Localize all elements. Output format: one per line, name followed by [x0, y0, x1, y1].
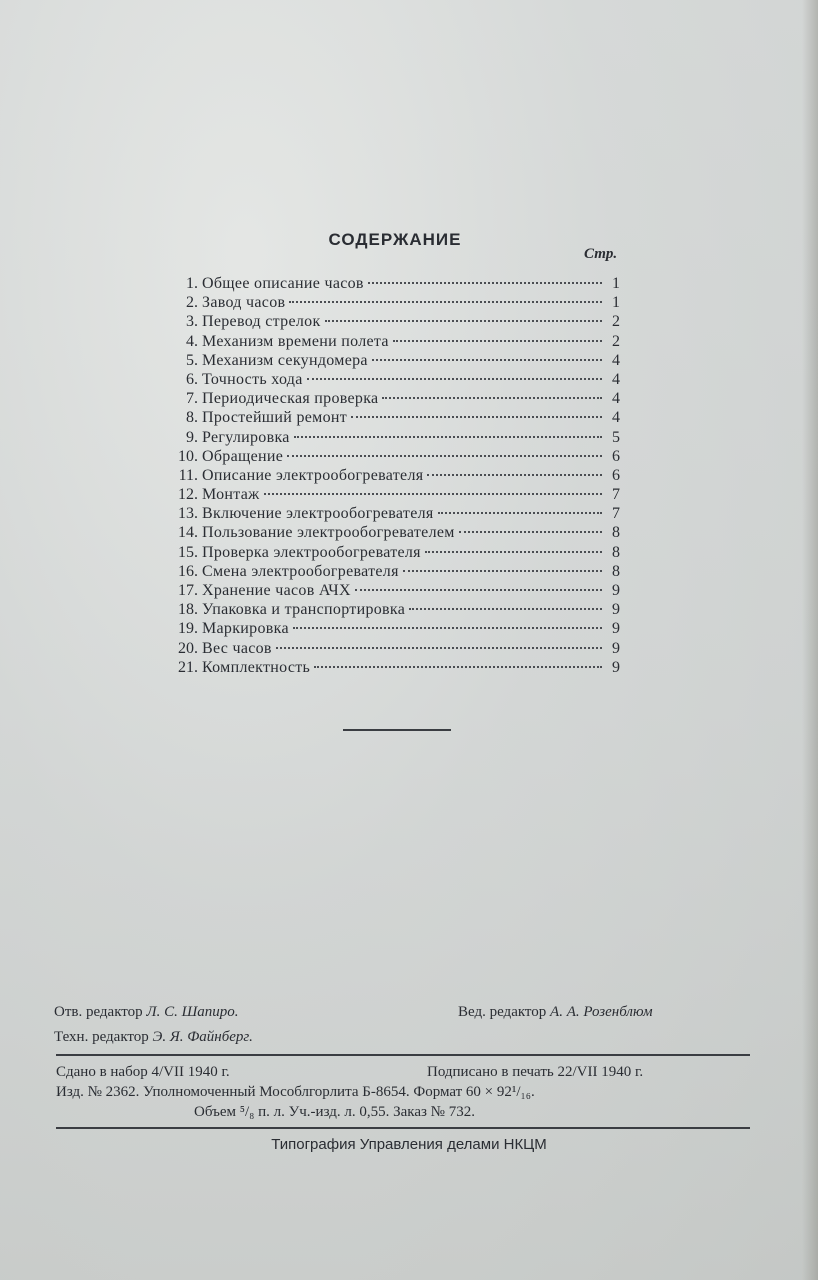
toc-entry-number: 5. [186, 351, 198, 369]
toc-entry-number: 2. [186, 294, 198, 312]
toc-entry-page: 6 [612, 466, 620, 484]
toc-entry-page: 7 [612, 486, 620, 504]
toc-entry-label: Монтаж [202, 486, 260, 504]
toc-entry-number: 9. [186, 428, 198, 446]
toc-entry-label: Периодическая проверка [202, 390, 379, 408]
toc-entry [160, 619, 620, 638]
toc-entry-number: 1. [186, 275, 198, 292]
toc-entry [160, 408, 620, 427]
toc-entry-number: 8. [186, 409, 198, 427]
toc-entry-page: 6 [612, 447, 620, 465]
toc-entry-label: Пользование электрообогревателем [202, 524, 455, 542]
resp-editor-line [54, 1004, 238, 1021]
toc-entry [160, 466, 620, 485]
toc-entry-page: 4 [612, 390, 620, 408]
toc-entry [160, 428, 620, 447]
toc-leader-dots [382, 396, 602, 399]
toc-entry [160, 639, 620, 658]
toc-entry-label: Включение электрообогревателя [202, 505, 434, 523]
toc-entry-page: 8 [612, 524, 620, 542]
toc-entry-label: Механизм времени полета [202, 332, 389, 350]
toc-leader-dots [294, 435, 602, 438]
toc-entry-label: Обращение [202, 447, 284, 465]
toc-entry [160, 485, 620, 504]
lead-editor-label: Вед. редактор [458, 1004, 547, 1020]
toc-entry-number: 11. [178, 466, 198, 484]
toc-entry-page: 4 [612, 370, 620, 388]
toc-entry-page: 1 [612, 275, 620, 292]
toc-entry [160, 293, 620, 312]
toc-entry-number: 14. [178, 524, 198, 542]
toc-entry-number: 3. [186, 313, 198, 331]
toc-entry-number: 10. [178, 447, 198, 465]
toc-entry-page: 9 [612, 639, 620, 657]
toc-entry [160, 351, 620, 370]
rule-top [56, 1054, 750, 1056]
tech-editor-name: Э. Я. Файнберг. [152, 1029, 253, 1045]
toc-entry-label: Маркировка [202, 620, 289, 638]
toc-entry-label: Хранение часов АЧХ [202, 582, 351, 599]
toc-entry-page: 9 [612, 620, 620, 638]
toc-entry-page: 4 [612, 351, 620, 369]
toc-entry [160, 543, 620, 562]
toc-entry [160, 523, 620, 542]
toc-leader-dots [425, 550, 602, 553]
printer-line: Типография Управления делами НКЦМ [271, 1136, 547, 1153]
toc-entry [160, 600, 620, 619]
toc-entry-label: Проверка электрообогревателя [202, 543, 421, 561]
toc-entry-number: 6. [186, 370, 198, 388]
toc-entry-number: 13. [178, 505, 198, 523]
toc-entry-label: Точность хода [202, 370, 303, 388]
volume-line: Объем ⁵/₈ п. л. Уч.-изд. л. 0,55. Заказ № 732. [194, 1104, 475, 1120]
submitted-date: Сдано в набор 4/VII 1940 г. [56, 1064, 230, 1080]
tech-editor-label: Техн. редактор [54, 1029, 149, 1045]
toc-entry [160, 504, 620, 523]
toc-entry [160, 581, 620, 600]
toc-entry [160, 658, 620, 677]
toc-entry-page: 1 [612, 294, 620, 312]
tech-editor-line [54, 1029, 253, 1046]
toc-entry-label: Упаковка и транспортировка [202, 601, 406, 619]
toc-entry-label: Вес часов [202, 639, 272, 657]
toc-entry-label: Завод часов [202, 294, 286, 312]
toc-entry-number: 17. [178, 582, 198, 599]
toc-entry-label: Описание электрообогревателя [202, 466, 424, 484]
table-of-contents [160, 274, 620, 677]
toc-entry-page: 4 [612, 409, 620, 427]
toc-entry [160, 447, 620, 466]
toc-entry-label: Смена электрообогревателя [202, 562, 399, 580]
toc-entry-number: 12. [178, 486, 198, 504]
toc-entry-number: 20. [178, 639, 198, 657]
toc-leader-dots [355, 588, 602, 591]
toc-leader-dots [293, 626, 602, 629]
toc-entry [160, 332, 620, 351]
toc-entry-page: 5 [612, 428, 620, 446]
toc-entry [160, 274, 620, 293]
toc-entry-label: Комплектность [202, 658, 311, 676]
toc-leader-dots [459, 530, 602, 533]
toc-entry-page: 7 [612, 505, 620, 523]
toc-leader-dots [264, 492, 602, 495]
toc-entry-page: 9 [612, 658, 620, 676]
toc-entry-page: 2 [612, 332, 620, 350]
page-column-header: Стр. [584, 246, 618, 262]
lead-editor-name: А. А. Розенблюм [550, 1004, 653, 1020]
toc-leader-dots [393, 339, 602, 342]
toc-entry-page: 9 [612, 601, 620, 619]
toc-entry-number: 15. [178, 543, 198, 561]
toc-leader-dots [372, 358, 602, 361]
toc-leader-dots [403, 569, 602, 572]
toc-leader-dots [307, 377, 602, 380]
toc-entry-number: 19. [178, 620, 198, 638]
toc-entry-page: 2 [612, 313, 620, 331]
toc-entry [160, 389, 620, 408]
toc-entry [160, 312, 620, 331]
toc-entry-page: 8 [612, 543, 620, 561]
resp-editor-label: Отв. редактор [54, 1004, 143, 1020]
toc-title: СОДЕРЖАНИЕ [328, 230, 462, 249]
toc-entry-number: 7. [186, 390, 198, 408]
toc-entry-page: 8 [612, 562, 620, 580]
signed-date: Подписано в печать 22/VII 1940 г. [427, 1064, 644, 1080]
toc-entry-page: 9 [612, 582, 620, 599]
lead-editor-line [458, 1004, 653, 1021]
toc-entry-label: Регулировка [202, 428, 290, 446]
toc-entry-label: Общее описание часов [202, 275, 364, 292]
toc-entry [160, 370, 620, 389]
toc-leader-dots [314, 665, 602, 668]
toc-leader-dots [325, 319, 602, 322]
toc-entry-label: Простейший ремонт [202, 409, 348, 427]
toc-entry-label: Перевод стрелок [202, 313, 321, 331]
toc-leader-dots [409, 607, 602, 610]
toc-leader-dots [276, 646, 602, 649]
toc-leader-dots [287, 454, 602, 457]
toc-entry-number: 18. [178, 601, 198, 619]
publication-line: Изд. № 2362. Уполномоченный Мособлгорлита Б-8654. Формат 60 × 92¹/₁₆. [56, 1084, 535, 1100]
toc-entry [160, 562, 620, 581]
toc-leader-dots [289, 300, 602, 303]
toc-entry-label: Механизм секундомера [202, 351, 368, 369]
toc-entry-number: 16. [178, 562, 198, 580]
toc-entry-number: 4. [186, 332, 198, 350]
toc-leader-dots [351, 415, 602, 418]
toc-entry-number: 21. [178, 658, 198, 676]
toc-leader-dots [427, 473, 602, 476]
resp-editor-name: Л. С. Шапиро. [146, 1004, 239, 1020]
rule-bottom [56, 1127, 750, 1129]
section-divider [343, 729, 451, 731]
toc-leader-dots [438, 511, 602, 514]
toc-leader-dots [368, 281, 602, 284]
